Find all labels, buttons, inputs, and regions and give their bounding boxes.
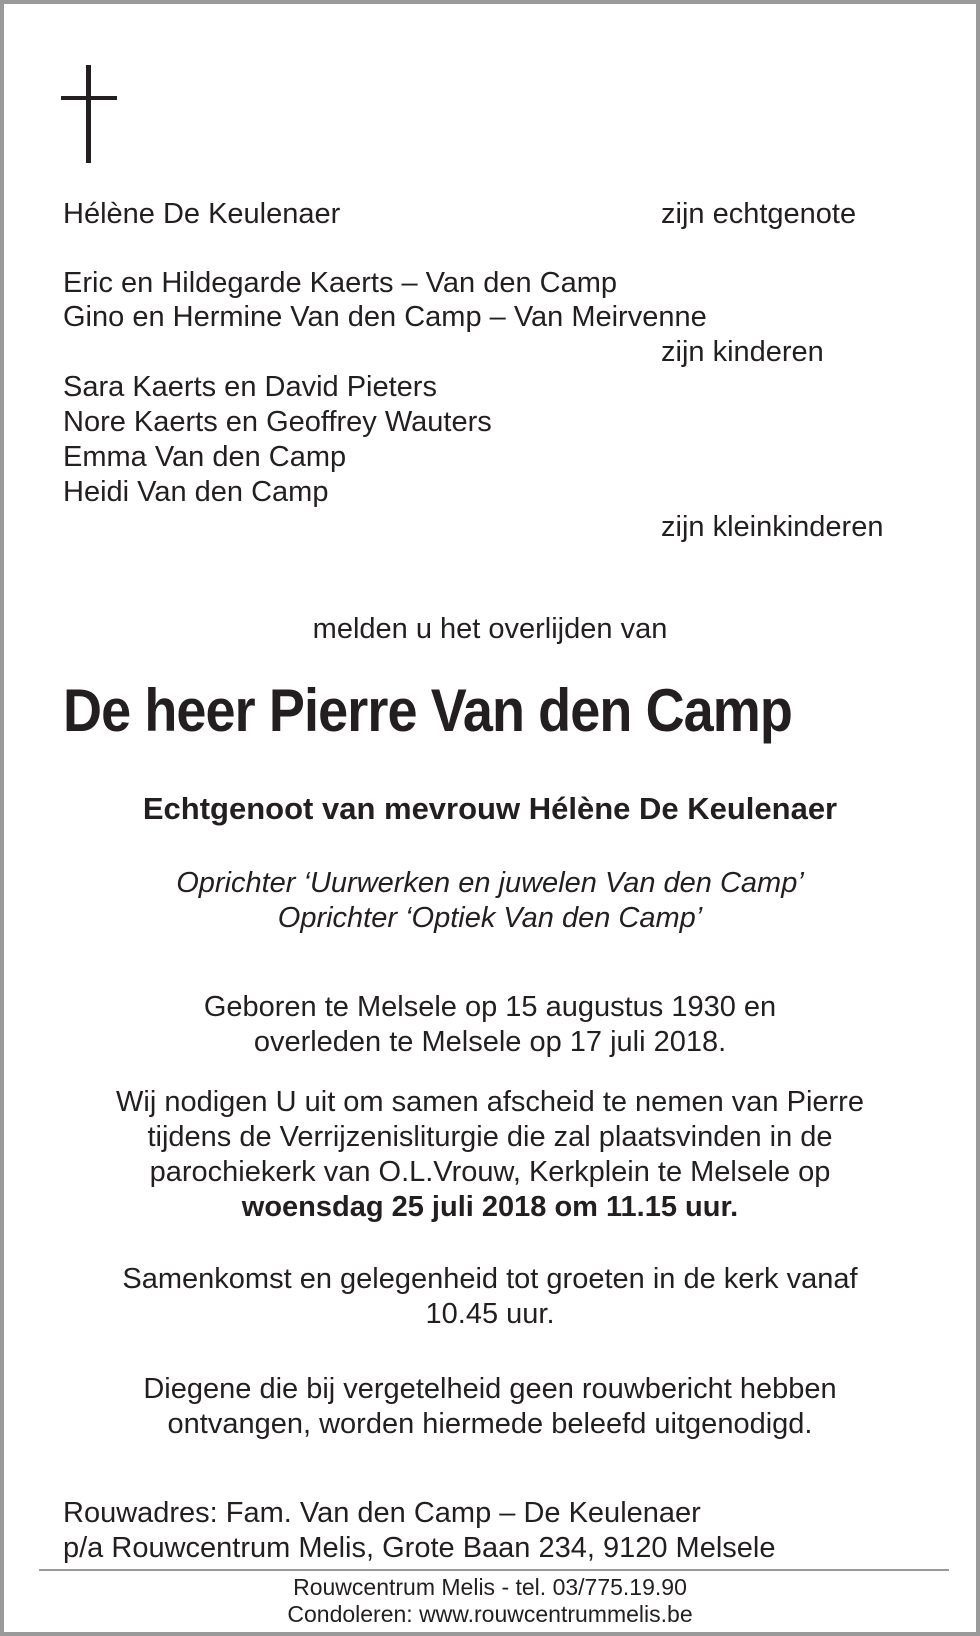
child-line: Gino en Hermine Van den Camp – Van Meirvenne — [63, 301, 707, 333]
grandchild-line: Emma Van den Camp — [63, 441, 347, 473]
invitation-line: Diegene die bij vergetelheid geen rouwbericht hebben — [143, 1373, 837, 1405]
death-line: overleden te Melsele op 17 juli 2018. — [253, 1026, 727, 1058]
address-line: p/a Rouwcentrum Melis, Grote Baan 234, 9120 Melsele — [63, 1532, 776, 1564]
birth-line: Geboren te Melsele op 15 augustus 1930 en — [203, 991, 777, 1023]
footer-website: Condoleren: www.rouwcentrummelis.be — [287, 1601, 693, 1627]
child-line: Eric en Hildegarde Kaerts – Van den Camp — [63, 267, 617, 299]
footer-divider — [39, 1569, 949, 1571]
cross-icon — [61, 65, 117, 163]
service-date: woensdag 25 juli 2018 om 11.15 uur. — [241, 1191, 739, 1223]
founder-line: Oprichter ‘Uurwerken en juwelen Van den Camp’ — [176, 867, 804, 899]
address-line: Rouwadres: Fam. Van den Camp – De Keulenaer — [63, 1497, 701, 1529]
deceased-name: De heer Pierre Van den Camp — [63, 677, 793, 744]
service-line: parochiekerk van O.L.Vrouw, Kerkplein te Melsele op — [149, 1156, 831, 1188]
children-label: zijn kinderen — [661, 336, 824, 368]
wife-name: Hélène De Keulenaer — [63, 198, 341, 230]
grandchildren-label: zijn kleinkinderen — [661, 511, 884, 543]
grandchild-line: Heidi Van den Camp — [63, 476, 329, 508]
wife-label: zijn echtgenote — [661, 198, 857, 230]
service-line: tijdens de Verrijzenisliturgie die zal plaatsvinden in de — [147, 1121, 833, 1153]
announcement: melden u het overlijden van — [312, 613, 668, 645]
founder-line: Oprichter ‘Optiek Van den Camp’ — [277, 902, 703, 934]
invitation-line: ontvangen, worden hiermede beleefd uitgenodigd. — [167, 1408, 813, 1440]
gathering-line: Samenkomst en gelegenheid tot groeten in de kerk vanaf — [122, 1263, 858, 1295]
grandchild-line: Sara Kaerts en David Pieters — [63, 371, 437, 403]
grandchild-line: Nore Kaerts en Geoffrey Wauters — [63, 406, 492, 438]
footer-contact: Rouwcentrum Melis - tel. 03/775.19.90 — [293, 1574, 687, 1600]
spouse-line: Echtgenoot van mevrouw Hélène De Keulenaer — [142, 791, 838, 826]
service-line: Wij nodigen U uit om samen afscheid te nemen van Pierre — [116, 1086, 864, 1118]
gathering-line: 10.45 uur. — [425, 1298, 555, 1330]
